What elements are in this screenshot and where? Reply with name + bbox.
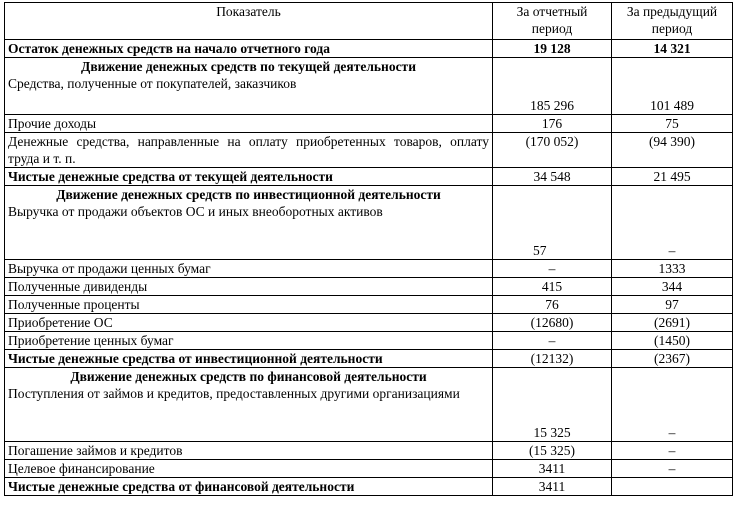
row-label: Остаток денежных средств на начало отчетного года <box>5 40 493 58</box>
row-current-value: 3411 <box>493 478 612 496</box>
row-label-cell <box>5 368 493 442</box>
row-current-value: 34 548 <box>493 168 612 186</box>
row-label: Денежные средства, направленные на оплату приобретенных товаров, оплату труда и т. п. <box>5 133 493 168</box>
row-current-value: 415 <box>493 278 612 296</box>
table-row <box>5 278 733 296</box>
row-previous-value: – <box>612 442 733 460</box>
row-label: Средства, полученные от покупателей, заказчиков <box>8 76 297 91</box>
row-current-value: 57 <box>493 186 612 260</box>
row-previous-value: 75 <box>612 115 733 133</box>
row-previous-value: 21 495 <box>612 168 733 186</box>
row-previous-value: (94 390) <box>612 133 733 168</box>
row-current-value: 76 <box>493 296 612 314</box>
table-row <box>5 460 733 478</box>
row-current-value: (170 052) <box>493 133 612 168</box>
row-current-value: 15 325 <box>493 368 612 442</box>
header-current-period: За отчетный период <box>493 3 612 40</box>
row-label: Приобретение ОС <box>5 314 493 332</box>
row-previous-value: – <box>612 186 733 260</box>
row-previous-value: 97 <box>612 296 733 314</box>
row-current-value: (15 325) <box>493 442 612 460</box>
table-row <box>5 168 733 186</box>
row-label: Полученные дивиденды <box>5 278 493 296</box>
table-row <box>5 115 733 133</box>
row-label: Поступления от займов и кредитов, предоставленных другими организациями <box>8 386 460 401</box>
table-row <box>5 368 733 442</box>
row-previous-value <box>612 478 733 496</box>
row-previous-value: (2691) <box>612 314 733 332</box>
row-current-value: 176 <box>493 115 612 133</box>
row-previous-value: (2367) <box>612 350 733 368</box>
table-row <box>5 332 733 350</box>
row-current-value: (12680) <box>493 314 612 332</box>
table-row <box>5 186 733 260</box>
row-previous-value: (1450) <box>612 332 733 350</box>
row-previous-value: – <box>612 460 733 478</box>
table-header-row <box>5 3 733 40</box>
table-row <box>5 260 733 278</box>
row-current-value: – <box>493 332 612 350</box>
row-previous-value: 344 <box>612 278 733 296</box>
row-label: Погашение займов и кредитов <box>5 442 493 460</box>
table-row <box>5 40 733 58</box>
table-row <box>5 314 733 332</box>
table-row <box>5 478 733 496</box>
row-current-value: (12132) <box>493 350 612 368</box>
row-label-cell <box>5 58 493 115</box>
row-label-cell <box>5 186 493 260</box>
row-label: Прочие доходы <box>5 115 493 133</box>
row-label: Выручка от продажи ценных бумаг <box>5 260 493 278</box>
row-current-value: – <box>493 260 612 278</box>
section-heading: Движение денежных средств по текущей деятельности <box>81 59 416 74</box>
row-previous-value: – <box>612 368 733 442</box>
row-previous-value: 1333 <box>612 260 733 278</box>
row-label: Чистые денежные средства от текущей деятельности <box>5 168 493 186</box>
table-row <box>5 442 733 460</box>
section-heading: Движение денежных средств по инвестиционной деятельности <box>56 187 441 202</box>
table-row <box>5 133 733 168</box>
table-row <box>5 58 733 115</box>
row-previous-value: 101 489 <box>612 58 733 115</box>
header-previous-period: За предыдущий период <box>612 3 733 40</box>
cash-flow-table <box>4 2 733 496</box>
row-label: Приобретение ценных бумаг <box>5 332 493 350</box>
row-current-value: 3411 <box>493 460 612 478</box>
row-current-value: 185 296 <box>493 58 612 115</box>
header-indicator: Показатель <box>5 3 493 40</box>
table-row <box>5 350 733 368</box>
section-heading: Движение денежных средств по финансовой деятельности <box>70 369 427 384</box>
table-row <box>5 296 733 314</box>
row-current-value: 19 128 <box>493 40 612 58</box>
row-label: Целевое финансирование <box>5 460 493 478</box>
row-label: Полученные проценты <box>5 296 493 314</box>
row-label: Чистые денежные средства от инвестиционной деятельности <box>5 350 493 368</box>
row-label: Выручка от продажи объектов ОС и иных внеоборотных активов <box>8 204 383 219</box>
row-previous-value: 14 321 <box>612 40 733 58</box>
row-label: Чистые денежные средства от финансовой деятельности <box>5 478 493 496</box>
